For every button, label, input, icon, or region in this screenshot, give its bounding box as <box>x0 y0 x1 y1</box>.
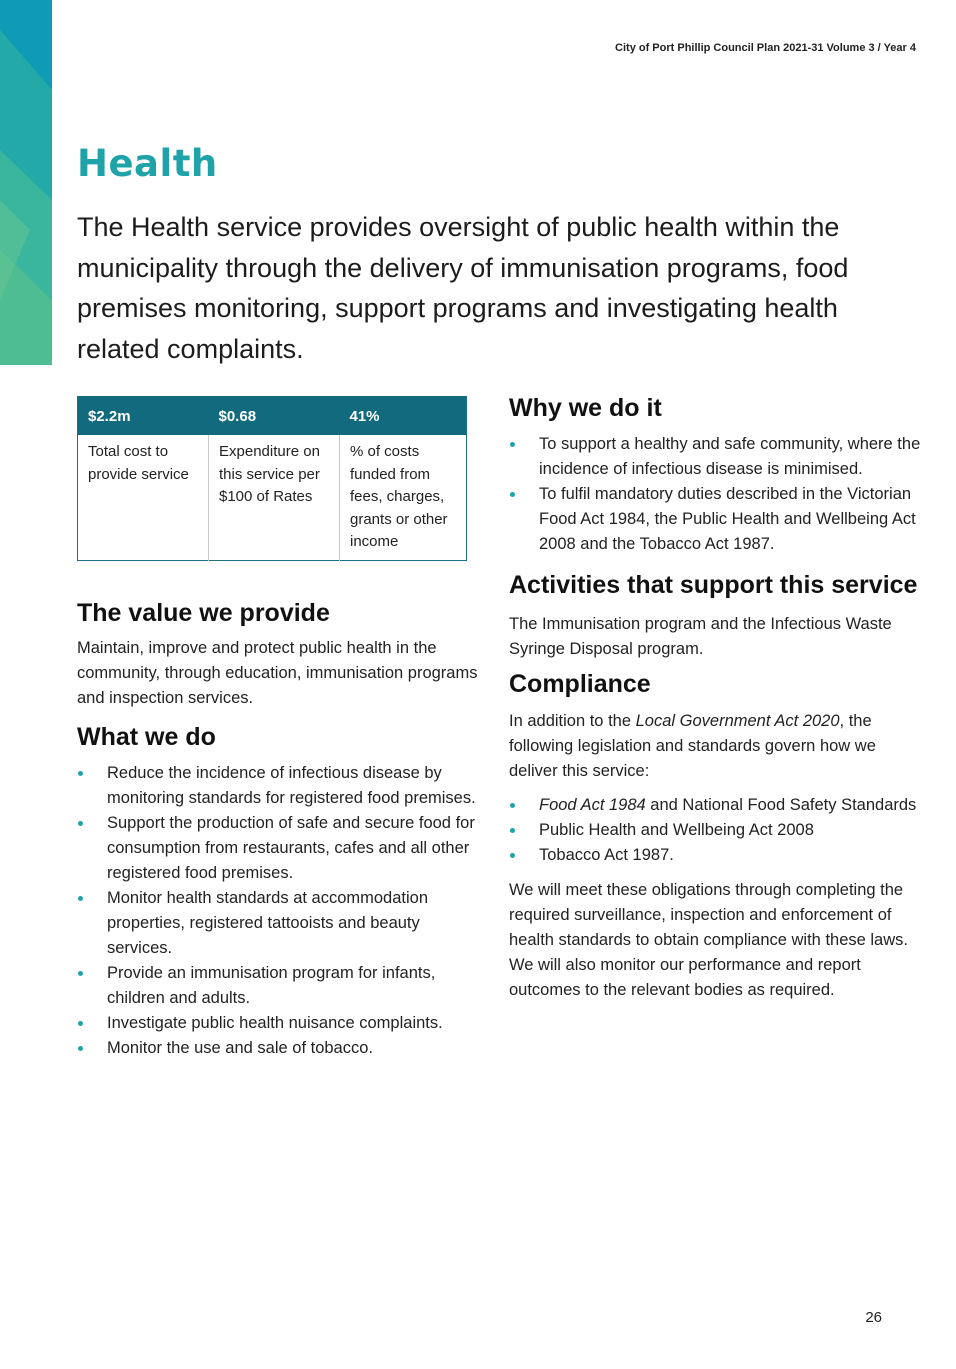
page-title: Health <box>77 142 218 185</box>
stat-total-cost-label: Total cost to provide service <box>78 435 209 560</box>
bullet-icon <box>78 821 83 826</box>
list-item-text: Provide an immunisation program for infants, children and adults. <box>107 963 436 1007</box>
right-column <box>509 394 924 1003</box>
local-government-act: Local Government Act 2020 <box>635 712 840 730</box>
activities-heading: Activities that support this service <box>509 571 918 599</box>
list-item <box>77 811 489 886</box>
list-item <box>509 793 924 818</box>
list-item-text: Monitor health standards at accommodation properties, registered tattooists and beauty services. <box>107 888 429 957</box>
list-item <box>509 482 924 557</box>
value-text: Maintain, improve and protect public health in the community, through education, immunisation programs and inspection services. <box>77 638 478 707</box>
intro-paragraph: The Health service provides oversight of public health within the municipality through the delivery of immunisation programs, food premises monitoring, support programs and investigating health related complaints. <box>77 212 849 364</box>
why-list <box>509 432 924 557</box>
compliance-intro-suffix: , the following legislation and standards govern how we deliver this service: <box>509 712 876 780</box>
bullet-icon <box>78 1021 83 1026</box>
compliance-heading: Compliance <box>509 670 651 698</box>
decorative-side-band <box>0 0 52 365</box>
value-heading: The value we provide <box>77 598 330 627</box>
stats-table <box>77 396 467 561</box>
list-item <box>509 432 924 482</box>
list-item <box>509 818 924 843</box>
list-item-text: Reduce the incidence of infectious disease by monitoring standards for registered food premises. <box>107 763 476 807</box>
bullet-icon <box>78 1046 83 1051</box>
compliance-list <box>509 793 924 868</box>
stat-expenditure-label: Expenditure on this service per $100 of Rates <box>209 435 340 560</box>
list-item-text: and National Food Safety Standards <box>645 796 917 814</box>
list-item-text: Support the production of safe and secure food for consumption from restaurants, cafes and all other registered food premises. <box>107 813 475 882</box>
bullet-icon <box>78 771 83 776</box>
stat-total-cost: $2.2m <box>78 397 209 436</box>
list-item-text: Monitor the use and sale of tobacco. <box>107 1038 373 1057</box>
bullet-icon <box>510 803 515 808</box>
food-act: Food Act 1984 <box>539 796 646 814</box>
stat-percent-funded-label: % of costs funded from fees, charges, grants or other income <box>350 443 448 550</box>
stat-percent-funded: 41% <box>340 397 467 436</box>
list-item <box>77 1036 489 1061</box>
list-item-text: To fulfil mandatory duties described in the Victorian Food Act 1984, the Public Health and Wellbeing Act 2008 and the Tobacco Act 1987. <box>539 485 916 553</box>
bullet-icon <box>78 896 83 901</box>
what-list <box>77 761 489 1061</box>
bullet-icon <box>510 492 515 497</box>
stat-expenditure: $0.68 <box>209 397 340 436</box>
stats-header-row <box>78 397 467 436</box>
page-number: 26 <box>865 1309 882 1326</box>
bullet-icon <box>510 853 515 858</box>
list-item-text: Investigate public health nuisance complaints. <box>107 1013 443 1032</box>
stats-description-row <box>78 435 467 560</box>
list-item <box>77 961 489 1011</box>
list-item-text: Public Health and Wellbeing Act 2008 <box>539 821 814 839</box>
bullet-icon <box>78 971 83 976</box>
why-heading: Why we do it <box>509 394 662 422</box>
bullet-icon <box>510 442 515 447</box>
activities-text: The Immunisation program and the Infectious Waste Syringe Disposal program. <box>509 615 892 658</box>
left-column <box>77 396 489 1061</box>
list-item-text: Tobacco Act 1987. <box>539 846 674 864</box>
bullet-icon <box>510 828 515 833</box>
list-item <box>77 886 489 961</box>
list-item <box>509 843 924 868</box>
compliance-intro <box>509 709 924 784</box>
list-item <box>77 1011 489 1036</box>
document-header: City of Port Phillip Council Plan 2021-31 Volume 3 / Year 4 <box>615 42 916 54</box>
compliance-intro-prefix: In addition to the <box>509 712 636 730</box>
list-item <box>77 761 489 811</box>
what-heading: What we do <box>77 722 216 751</box>
list-item-text: To support a healthy and safe community, where the incidence of infectious disease is minimised. <box>539 435 921 478</box>
compliance-closing: We will meet these obligations through completing the required surveillance, inspection and enforcement of health standards to obtain compliance with these laws. We will also monitor our performance and report outcomes to the relevant bodies as required. <box>509 881 908 999</box>
